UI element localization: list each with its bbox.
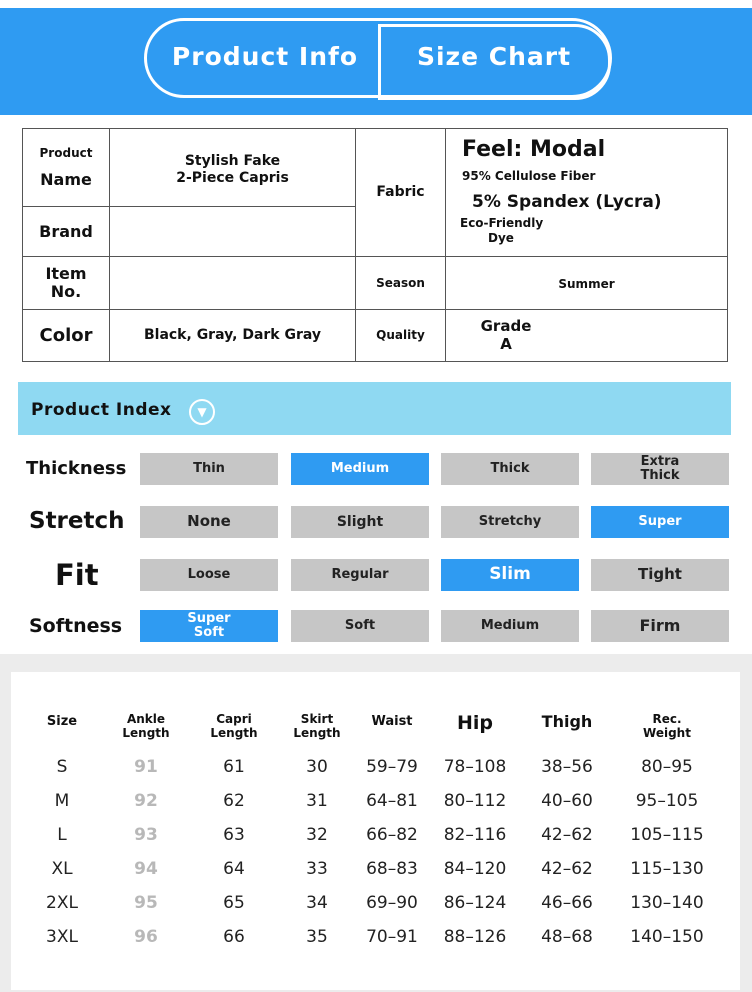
size-value: 93 (134, 825, 158, 845)
size-value: 66–82 (366, 825, 418, 845)
option-fit-tight[interactable] (591, 559, 729, 591)
option-thickness-medium[interactable] (291, 453, 429, 485)
size-value: 80–112 (443, 791, 507, 811)
size-value: 69–90 (366, 893, 418, 913)
brand-value (110, 207, 355, 256)
size-value: 70–91 (366, 927, 418, 947)
size-value: 63 (223, 825, 245, 845)
option-thickness-extra-thick[interactable] (591, 453, 729, 485)
option-label: Slim (489, 564, 531, 585)
size-value: 140–150 (630, 927, 704, 947)
option-thickness-thick[interactable] (441, 453, 579, 485)
size-label: 2XL (46, 893, 78, 913)
size-value: 96 (134, 927, 158, 947)
option-label: Soft (344, 618, 376, 634)
size-value: 95 (134, 893, 158, 913)
size-value: 59–79 (366, 757, 418, 777)
product-index-bar[interactable] (18, 382, 731, 435)
size-value: 95–105 (635, 791, 699, 811)
size-value: 61 (223, 757, 245, 777)
size-value: 42–62 (541, 825, 593, 845)
size-value: 40–60 (541, 791, 593, 811)
size-value: 30 (306, 757, 328, 777)
size-chart-table (11, 672, 740, 990)
option-label: None (187, 512, 231, 531)
option-softness-firm[interactable] (591, 610, 729, 642)
option-label: Thick (490, 461, 530, 477)
tab-size-chart[interactable]: Size Chart (416, 42, 572, 71)
size-value: 32 (306, 825, 328, 845)
item-no-value (110, 257, 355, 309)
fabric-value: Feel: Modal 95% Cellulose Fiber 5% Spandex (Lycra) Eco-Friendly Dye (460, 137, 662, 245)
size-label: L (57, 825, 67, 845)
option-label: Medium (330, 461, 390, 477)
size-label: XL (51, 859, 73, 879)
size-value: 130–140 (630, 893, 704, 913)
size-header-capri-length: Capri Length (210, 712, 258, 741)
size-value: 48–68 (541, 927, 593, 947)
option-fit-slim[interactable] (441, 559, 579, 591)
size-value: 66 (223, 927, 245, 947)
index-label-thickness: Thickness (26, 458, 127, 480)
size-value: 35 (306, 927, 328, 947)
option-label: Tight (638, 565, 682, 584)
option-label: Thick (640, 468, 680, 483)
size-value: 88–126 (443, 927, 507, 947)
option-fit-regular[interactable] (291, 559, 429, 591)
option-label: Extra (640, 454, 680, 470)
size-value: 80–95 (641, 757, 693, 777)
size-value: 62 (223, 791, 245, 811)
option-stretch-super[interactable] (591, 506, 729, 538)
option-fit-loose[interactable] (140, 559, 278, 591)
size-value: 64 (223, 859, 245, 879)
index-label-fit: Fit (55, 557, 99, 592)
size-value: 68–83 (366, 859, 418, 879)
size-value: 33 (306, 859, 328, 879)
size-value: 86–124 (443, 893, 507, 913)
option-thickness-thin[interactable] (140, 453, 278, 485)
product-index-title: Product Index (31, 400, 172, 420)
size-header-size: Size (46, 714, 78, 729)
option-label: Thin (193, 461, 225, 477)
product-name-value: Stylish Fake 2-Piece Capris (176, 153, 289, 186)
color-label: Color (39, 324, 93, 346)
option-label: Medium (480, 618, 540, 634)
size-header-thigh: Thigh (541, 712, 593, 731)
size-value: 46–66 (541, 893, 593, 913)
chevron-down-icon[interactable]: ▼ (189, 399, 215, 425)
option-stretch-none[interactable] (140, 506, 278, 538)
quality-value: Grade A (480, 317, 532, 353)
size-value: 92 (134, 791, 158, 811)
option-label: Slight (336, 513, 384, 530)
size-label: M (54, 791, 70, 811)
option-label: Firm (639, 615, 681, 635)
option-label: Super (187, 611, 231, 627)
brand-label: Brand (39, 221, 93, 241)
option-softness-soft[interactable] (291, 610, 429, 642)
option-label: Super (638, 514, 682, 530)
size-value: 84–120 (443, 859, 507, 879)
size-value: 31 (306, 791, 328, 811)
size-value: 105–115 (630, 825, 704, 845)
size-value: 82–116 (443, 825, 507, 845)
quality-label: Quality (376, 328, 425, 343)
option-label: Soft (193, 625, 225, 640)
size-value: 38–56 (541, 757, 593, 777)
size-header-rec-weight: Rec. Weight (643, 712, 691, 741)
product-name-label: Product Name (39, 145, 93, 190)
option-stretch-stretchy[interactable] (441, 506, 579, 538)
season-label: Season (376, 275, 425, 290)
season-value: Summer (558, 277, 615, 291)
size-value: 91 (134, 757, 158, 777)
size-value: 115–130 (630, 859, 704, 879)
size-header-waist: Waist (371, 714, 413, 729)
fabric-label: Fabric (376, 184, 425, 201)
size-value: 42–62 (541, 859, 593, 879)
size-value: 65 (223, 893, 245, 913)
size-label: S (56, 757, 68, 777)
size-value: 94 (134, 859, 158, 879)
size-header-skirt-length: Skirt Length (293, 712, 341, 741)
size-label: 3XL (46, 927, 78, 947)
size-value: 34 (306, 893, 328, 913)
size-value: 64–81 (366, 791, 418, 811)
color-value: Black, Gray, Dark Gray (143, 327, 322, 344)
option-label: Stretchy (478, 514, 542, 530)
index-label-softness: Softness (29, 614, 123, 637)
option-label: Loose (187, 567, 231, 583)
index-label-stretch: Stretch (29, 508, 125, 535)
size-header-hip: Hip (456, 712, 493, 734)
option-stretch-slight[interactable] (291, 506, 429, 538)
option-softness-super-soft[interactable] (140, 610, 278, 642)
tab-product-info[interactable]: Product Info (171, 42, 359, 71)
option-softness-medium[interactable] (441, 610, 579, 642)
size-value: 78–108 (443, 757, 507, 777)
product-info-table (22, 128, 728, 362)
header-banner (0, 8, 752, 115)
option-label: Regular (331, 567, 389, 583)
item-no-label: Item No. (45, 264, 87, 301)
size-header-ankle-length: Ankle Length (122, 712, 170, 741)
